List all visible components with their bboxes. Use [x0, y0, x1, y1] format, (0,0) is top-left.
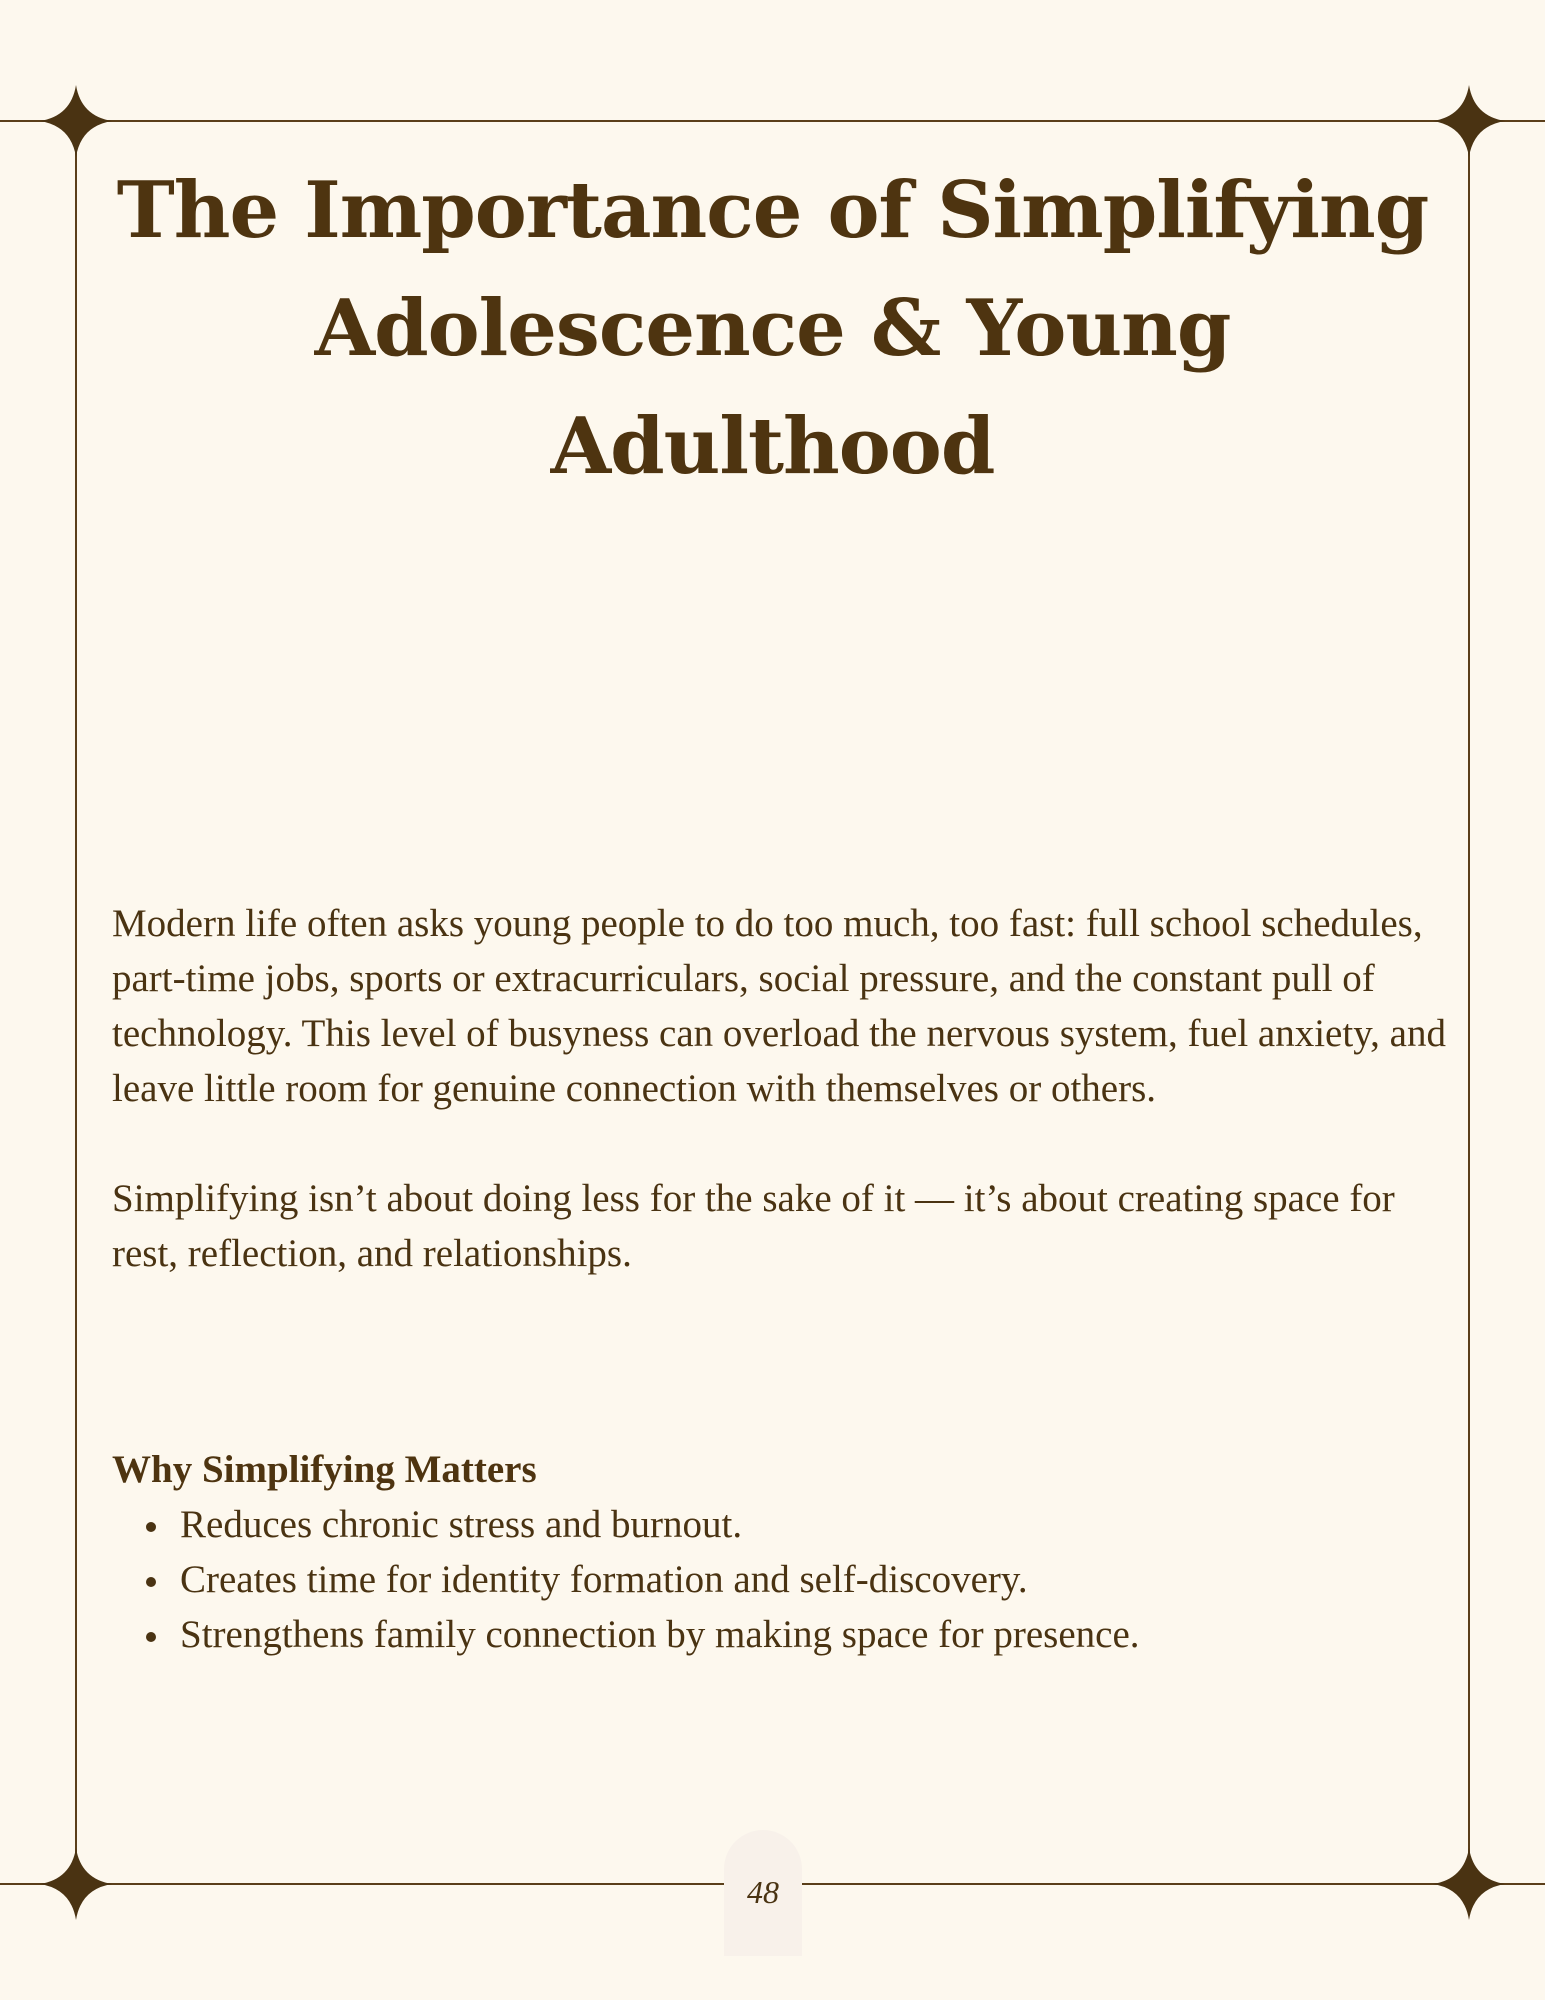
- list-item: Reduces chronic stress and burnout.: [180, 1497, 1452, 1552]
- corner-star-icon: [40, 1848, 112, 1920]
- corner-star-icon: [1433, 85, 1505, 157]
- intro-paragraph-1: Modern life often asks young people to do too much, too fast: full school schedules, part-time jobs, sports or extracurriculars, social pressure, and the constant pull of technology. This level of busyness can overload the nervous system, fuel anxiety, and leave little room for genuine connection with themselves or others.: [112, 902, 1446, 1110]
- page-title-line-1: The Importance of Simplifying: [116, 165, 1429, 256]
- intro-text: [112, 896, 1452, 1281]
- section-heading: Why Simplifying Matters: [112, 1448, 537, 1491]
- list-item: Creates time for identity formation and self-discovery.: [180, 1552, 1452, 1607]
- corner-star-icon: [40, 85, 112, 157]
- page-number: 48: [724, 1830, 802, 1956]
- why-simplifying-section: [112, 1442, 1452, 1662]
- corner-star-icon: [1433, 1848, 1505, 1920]
- list-item: Strengthens family connection by making space for presence.: [180, 1607, 1452, 1662]
- page-title: [100, 152, 1445, 506]
- page-title-line-2: Adolescence & Young Adulthood: [314, 283, 1231, 492]
- bullet-list: [112, 1497, 1452, 1662]
- intro-paragraph-2: Simplifying isn’t about doing less for the sake of it — it’s about creating space for rest, reflection, and relationships.: [112, 1177, 1395, 1275]
